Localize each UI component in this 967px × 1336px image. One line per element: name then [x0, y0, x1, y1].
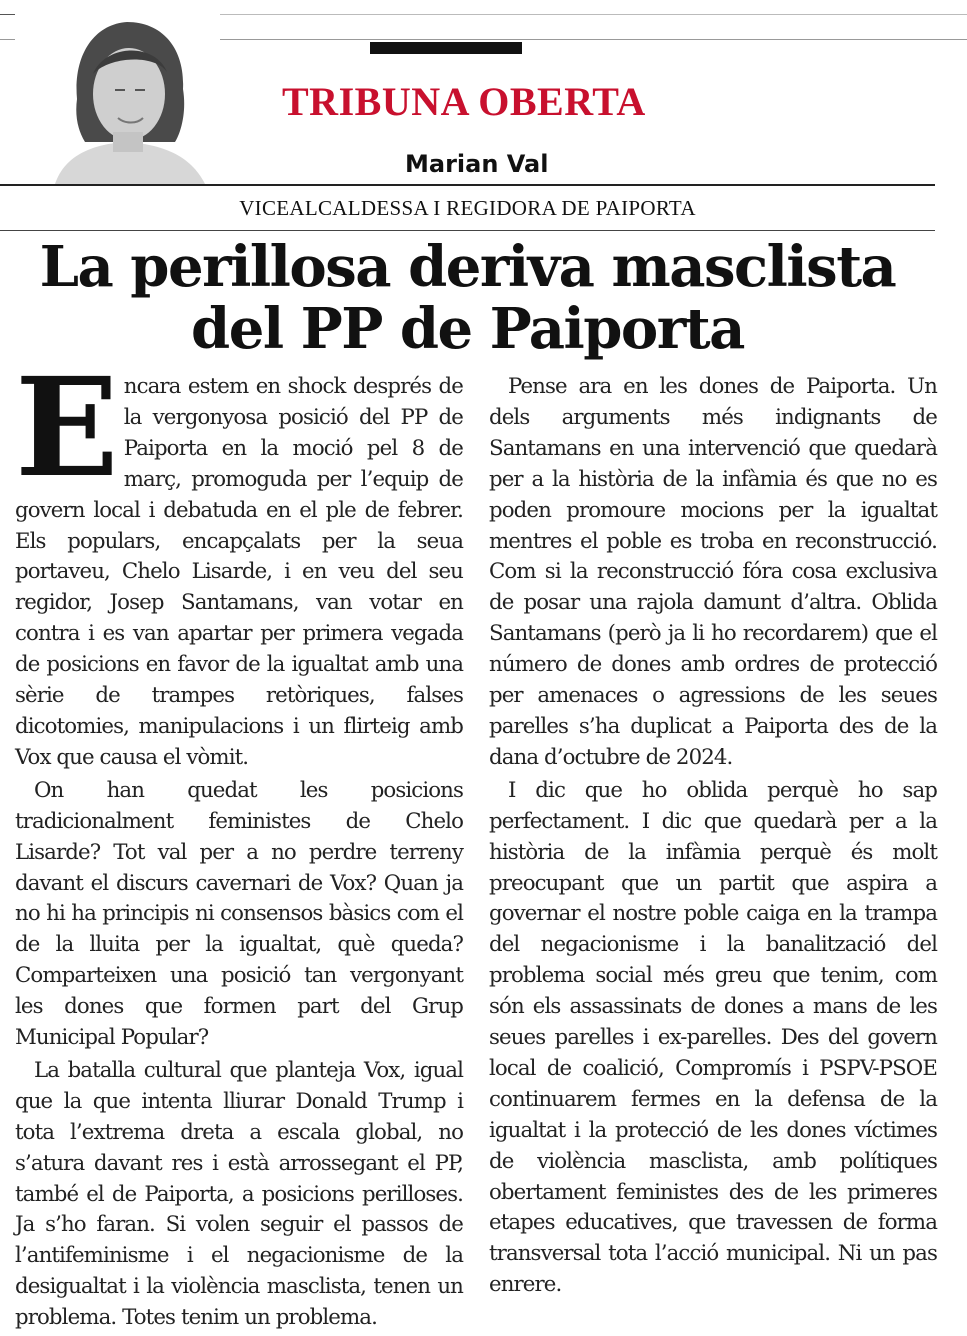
author-role: VICEALCALDESSA I REGIDORA DE PAIPORTA — [239, 196, 696, 220]
section-label: TRIBUNA OBERTA — [282, 79, 646, 124]
article-body — [15, 348, 937, 1331]
author-divider — [0, 184, 935, 186]
role-divider — [0, 230, 935, 231]
author-photo — [15, 14, 220, 184]
author-name: Marian Val — [405, 150, 549, 178]
body-paragraph-text: ncara estem en shock després de la vergonyosa posició del PP de Paiporta en la moció pel 8 de març, promoguda per l’equip de govern local i debatuda en el ple de febrer. Els populars, encapçalats per la seua portaveu, Chelo Lisarde, i en veu del seu regidor, Josep Santamans, van votar en contra i es van apartar per primera vegada de posicions en favor de la igualtat amb una sèrie de trampes retòriques, falses dicotomies, manipulacions i un flirteig amb Vox que causa el vòmit. — [15, 374, 463, 770]
section-marker-bar — [370, 42, 522, 54]
body-paragraph: La batalla cultural que planteja Vox, igual que la que intenta lliurar Donald Trump i tota l’extrema dreta a escala global, no s’atura davant res i està arrossegant el PP, també el de Paiporta, a posicions perilloses. Ja s’ho faran. Si volen seguir el passos de l’antifeminisme i el negacionisme de la desigualtat i la violència masclista, tenen un problema. Totes tenim un problema. — [15, 1057, 463, 1331]
drop-cap: E — [15, 348, 118, 508]
article-column-left — [15, 348, 463, 1336]
author-portrait-icon — [15, 14, 220, 184]
headline-line-1: La perillosa deriva masclista — [39, 234, 896, 300]
body-paragraph: Pense ara en les dones de Paiporta. Un dels arguments més indignants de Santamans en una intervenció que quedarà per a la història de la infàmia és que no es poden promoure mocions per la igualtat mentres el poble es troba en reconstrucció. Com si la reconstrucció fóra cosa exclusiva de posar una rajola damunt d’altra. Oblida Santamans (però ja li ho recordarem) que el número de dones amb ordres de protecció per amenaces o agressions de les seues parelles s’ha duplicat a Paiporta des de la dana d’octubre de 2024. — [489, 374, 937, 770]
body-paragraph — [15, 348, 463, 774]
body-paragraph: I dic que ho oblida perquè ho sap perfectament. I dic que quedarà per a la història de la infàmia perquè és molt preocupant que un partit que aspira a governar el nostre poble caiga en la trampa del negacionisme i la banalització del problema social més greu que tenim, com són els assassinats de dones a mans de les seues parelles i ex-parelles. Des del govern local de coalició, Compromís i PSPV-PSOE continuarem fermes en la defensa de la igualtat i la protecció de les dones víctimes de violència masclista, amb polítiques obertament feministes des de les primeres etapes educatives, que travessen de forma transversal tota l’acció municipal. Ni un pas enrere. — [489, 777, 937, 1298]
top-rule-right — [220, 14, 967, 15]
headline-line-2: del PP de Paiporta — [191, 296, 744, 362]
headline — [0, 236, 935, 360]
body-paragraph: On han quedat les posicions tradicionalment feministes de Chelo Lisarde? Tot val per a no perdre terreny davant el discurs cavernari de Vox? Quan ja no hi ha principis ni consensos bàsics com el de la lluita per la igualtat, què queda? Comparteixen una posició tan vergonyant les dones que formen part del Grup Municipal Popular? — [15, 777, 463, 1051]
article-column-right — [489, 372, 937, 1303]
